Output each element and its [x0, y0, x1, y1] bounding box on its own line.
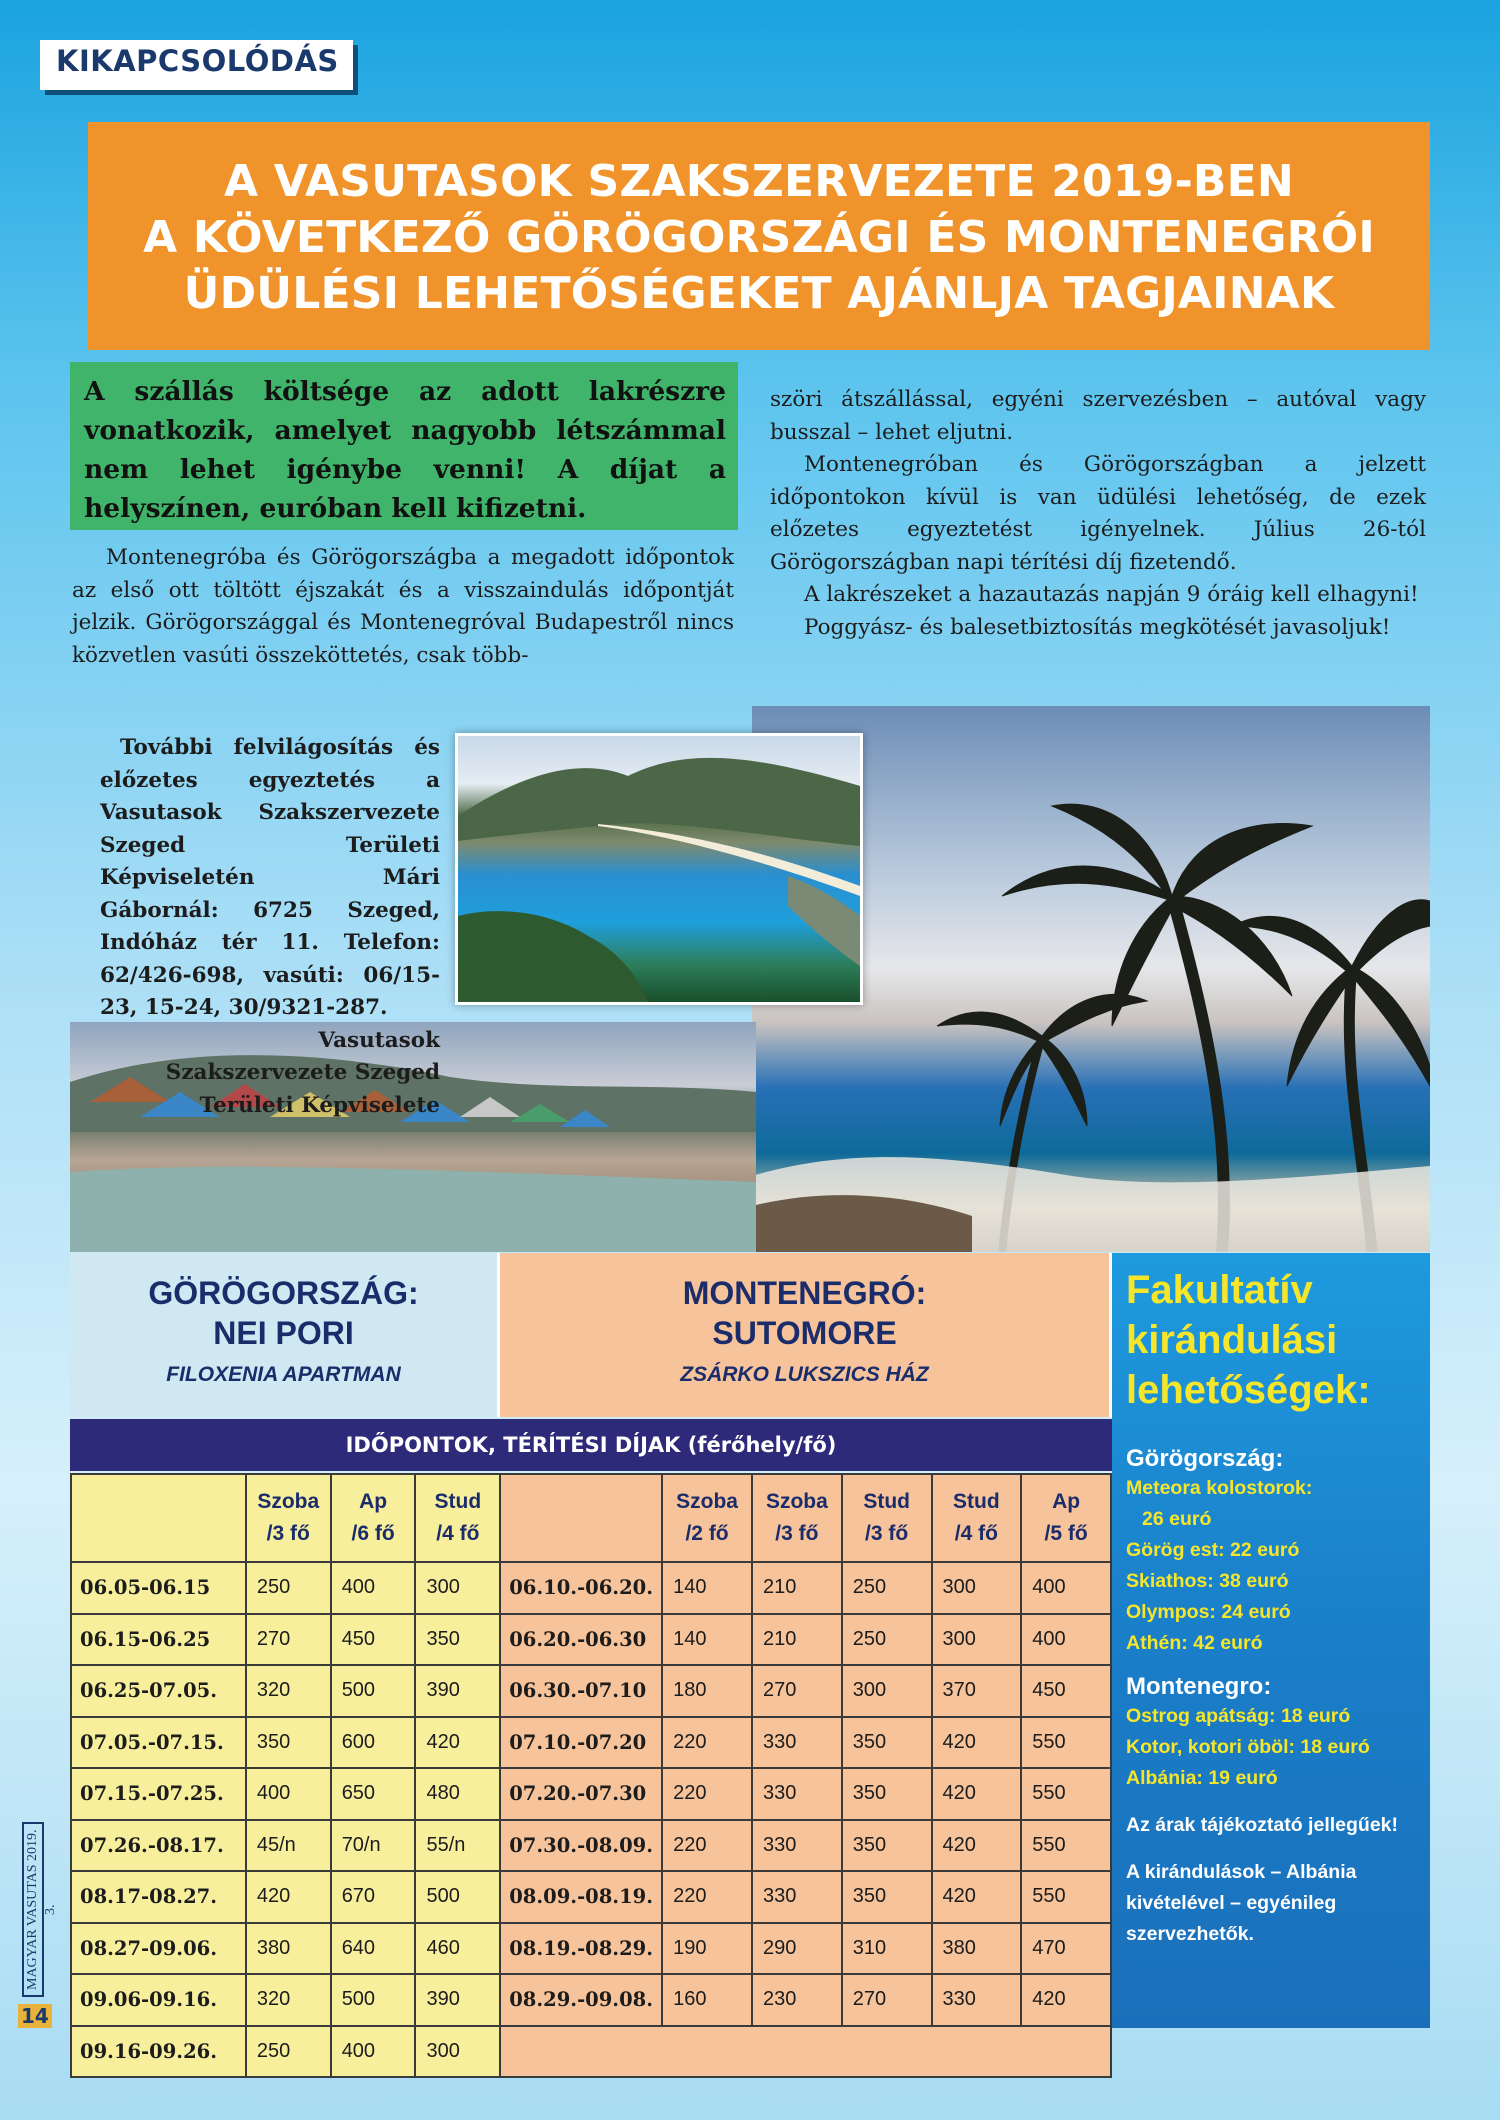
montenegro-price-cell: 220	[662, 1768, 752, 1820]
table-row	[71, 2026, 1111, 2078]
greece-date-cell: 09.06-09.16.	[71, 1974, 246, 2026]
notice-text: A szállás költsége az adott lakrészre vonatkozik, amelyet nagyobb létszámmal nem lehet igénybe venni! A díjat a helyszínen, euróban kell kifizetni.	[84, 376, 726, 524]
greece-price-cell: 70/n	[331, 1820, 416, 1872]
header-blank	[500, 1474, 662, 1562]
greece-price-cell: 500	[331, 1974, 416, 2026]
excursions-note: A kirándulások – Albánia kivételével – egyénileg szervezhetők.	[1126, 1861, 1357, 1945]
table-row	[71, 1562, 1111, 1614]
body-column-1	[72, 542, 734, 672]
col-header-line: Stud	[863, 1490, 910, 1513]
montenegro-price-cell: 330	[752, 1871, 842, 1923]
greece-date-cell: 07.26.-08.17.	[71, 1820, 246, 1872]
montenegro-price-cell: 330	[752, 1717, 842, 1769]
excursion-item: Olympos: 24 euró	[1126, 1601, 1291, 1623]
col-header-line: /4 fő	[436, 1522, 480, 1545]
montenegro-price-cell: 420	[932, 1871, 1022, 1923]
price-table	[70, 1253, 1112, 2063]
excursions-note: Az árak tájékoztató jellegűek!	[1126, 1814, 1399, 1836]
excursion-item: Skiathos: 38 euró	[1126, 1570, 1289, 1592]
signature-line: Területi Képviselete	[199, 1092, 440, 1118]
body-paragraph: Poggyász- és balesetbiztosítás megkötését javasoljuk!	[804, 614, 1391, 640]
montenegro-date-cell: 07.30.-08.09.	[500, 1820, 662, 1872]
body-paragraph: Montenegróban és Görögországban a jelzett időpontokon kívül is van üdülési lehetőség, de ezek előzetes egyeztetést igényelnek. Július 26-tól Görögországban napi térítési díj fizetendő.	[770, 452, 1426, 575]
page-footer	[21, 1822, 58, 2042]
montenegro-col-header	[842, 1474, 932, 1562]
body-paragraph: A lakrészeket a hazautazás napján 9 óráig kell elhagyni!	[804, 582, 1419, 607]
greece-date-cell: 07.05.-07.15.	[71, 1717, 246, 1769]
montenegro-col-header	[752, 1474, 842, 1562]
headline-line-3: ÜDÜLÉSI LEHETŐSÉGEKET AJÁNLJA TAGJAINAK	[183, 268, 1335, 319]
montenegro-price-cell: 290	[752, 1923, 842, 1975]
excursions-title: lehetőségek:	[1126, 1368, 1371, 1412]
montenegro-price-cell: 220	[662, 1871, 752, 1923]
montenegro-price-cell: 210	[752, 1614, 842, 1666]
page-number: 14	[18, 2004, 52, 2028]
montenegro-price-cell: 250	[842, 1562, 932, 1614]
greece-price-cell: 45/n	[246, 1820, 331, 1872]
greece-col-header	[246, 1474, 331, 1562]
montenegro-place: SUTOMORE	[712, 1315, 897, 1351]
montenegro-price-cell: 400	[1021, 1614, 1111, 1666]
table-row	[71, 1871, 1111, 1923]
montenegro-price-cell: 550	[1021, 1871, 1111, 1923]
headline-line-2: A KÖVETKEZŐ GÖRÖGORSZÁGI ÉS MONTENEGRÓI	[143, 212, 1375, 263]
greece-price-cell: 400	[331, 2026, 416, 2078]
montenegro-date-cell: 06.30.-07.10	[500, 1665, 662, 1717]
greece-date-cell: 06.15-06.25	[71, 1614, 246, 1666]
montenegro-col-header	[662, 1474, 752, 1562]
table-row	[71, 1665, 1111, 1717]
table-row	[71, 1923, 1111, 1975]
montenegro-price-cell: 330	[752, 1820, 842, 1872]
notice-box	[70, 362, 738, 530]
col-header-line: /6 fő	[351, 1522, 395, 1545]
greece-price-cell: 500	[415, 1871, 500, 1923]
excursion-item: Kotor, kotori öböl: 18 euró	[1126, 1736, 1370, 1758]
greece-price-cell: 500	[331, 1665, 416, 1717]
montenegro-price-cell: 310	[842, 1923, 932, 1975]
montenegro-price-cell: 400	[1021, 1562, 1111, 1614]
col-header-line: /3 fő	[865, 1522, 909, 1545]
montenegro-price-cell: 350	[842, 1717, 932, 1769]
lagoon-photo	[455, 733, 863, 1005]
montenegro-date-cell: 08.19.-08.29.	[500, 1923, 662, 1975]
montenegro-lodging: ZSÁRKO LUKSZICS HÁZ	[680, 1363, 929, 1386]
greece-date-cell: 07.15.-07.25.	[71, 1768, 246, 1820]
col-header-line: /4 fő	[954, 1522, 998, 1545]
montenegro-date-cell: 07.20.-07.30	[500, 1768, 662, 1820]
magazine-name: MAGYAR VASUTAS 2019. 3.	[22, 1822, 44, 1997]
greece-col-header	[415, 1474, 500, 1562]
montenegro-price-cell: 370	[932, 1665, 1022, 1717]
headline-line-1: A VASUTASOK SZAKSZERVEZETE 2019-BEN	[224, 156, 1294, 207]
montenegro-price-cell: 420	[932, 1768, 1022, 1820]
greece-price-cell: 250	[246, 2026, 331, 2078]
col-header-line: /5 fő	[1044, 1522, 1088, 1545]
col-header-line: Stud	[434, 1490, 482, 1513]
montenegro-date-cell: 07.10.-07.20	[500, 1717, 662, 1769]
montenegro-price-cell: 350	[842, 1820, 932, 1872]
col-header-line: Ap	[359, 1490, 388, 1513]
montenegro-price-cell: 210	[752, 1562, 842, 1614]
montenegro-price-cell: 270	[842, 1974, 932, 2026]
montenegro-price-cell: 420	[932, 1820, 1022, 1872]
greece-price-cell: 390	[415, 1665, 500, 1717]
table-row	[71, 1974, 1111, 2026]
greece-price-cell: 420	[246, 1871, 331, 1923]
greece-price-cell: 480	[415, 1768, 500, 1820]
greece-price-cell: 400	[331, 1562, 416, 1614]
table-row	[71, 1614, 1111, 1666]
greece-date-cell: 09.16-09.26.	[71, 2026, 246, 2078]
excursion-item: Athén: 42 euró	[1126, 1632, 1263, 1654]
col-header-line: Szoba	[765, 1490, 828, 1513]
greece-date-cell: 06.05-06.15	[71, 1562, 246, 1614]
montenegro-date-cell: 06.20.-06.30	[500, 1614, 662, 1666]
montenegro-header	[500, 1253, 1112, 1417]
greece-price-cell: 250	[246, 1562, 331, 1614]
greece-price-cell: 380	[246, 1923, 331, 1975]
montenegro-price-cell: 420	[932, 1717, 1022, 1769]
contact-info	[100, 732, 440, 1122]
greece-price-cell: 450	[331, 1614, 416, 1666]
col-header-line: Szoba	[676, 1490, 738, 1513]
montenegro-price-cell: 270	[752, 1665, 842, 1717]
greece-lodging: FILOXENIA APARTMAN	[166, 1363, 401, 1386]
greece-price-cell: 670	[331, 1871, 416, 1923]
montenegro-date-cell: 08.09.-08.19.	[500, 1871, 662, 1923]
montenegro-price-cell: 350	[842, 1871, 932, 1923]
greece-date-cell: 08.17-08.27.	[71, 1871, 246, 1923]
montenegro-price-cell: 470	[1021, 1923, 1111, 1975]
greece-header	[70, 1253, 500, 1417]
montenegro-date-cell: 08.29.-09.08.	[500, 1974, 662, 2026]
montenegro-country: MONTENEGRÓ:	[682, 1275, 927, 1311]
greece-price-cell: 320	[246, 1665, 331, 1717]
montenegro-price-cell: 330	[752, 1768, 842, 1820]
greece-date-cell: 08.27-09.06.	[71, 1923, 246, 1975]
greece-date-cell: 06.25-07.05.	[71, 1665, 246, 1717]
montenegro-price-cell: 300	[932, 1562, 1022, 1614]
montenegro-price-cell: 420	[1021, 1974, 1111, 2026]
excursions-greece-label: Görögország:	[1126, 1445, 1284, 1472]
greece-price-cell: 320	[246, 1974, 331, 2026]
greece-price-cell: 350	[415, 1614, 500, 1666]
col-header-line: Stud	[953, 1490, 1000, 1513]
montenegro-col-header	[1021, 1474, 1111, 1562]
greece-price-cell: 300	[415, 1562, 500, 1614]
excursions-title: kirándulási	[1126, 1318, 1338, 1362]
col-header-line: /3 fő	[775, 1522, 819, 1545]
header-blank	[71, 1474, 246, 1562]
greece-price-cell: 640	[331, 1923, 416, 1975]
montenegro-price-cell: 380	[932, 1923, 1022, 1975]
column-headers	[71, 1474, 1111, 1562]
excursion-item: Meteora kolostorok:	[1126, 1477, 1313, 1499]
montenegro-price-cell: 160	[662, 1974, 752, 2026]
table-row	[71, 1717, 1111, 1769]
signature-line: Vasutasok	[318, 1027, 440, 1053]
montenegro-price-cell: 550	[1021, 1717, 1111, 1769]
montenegro-price-cell: 250	[842, 1614, 932, 1666]
body-paragraph: szöri átszállással, egyéni szervezésben – autóval vagy busszal – lehet eljutni.	[770, 387, 1426, 445]
montenegro-price-cell: 330	[932, 1974, 1022, 2026]
excursion-item: Albánia: 19 euró	[1126, 1767, 1278, 1789]
montenegro-price-cell: 300	[842, 1665, 932, 1717]
montenegro-price-cell: 190	[662, 1923, 752, 1975]
greece-country: GÖRÖGORSZÁG:	[148, 1275, 419, 1311]
greece-price-cell: 650	[331, 1768, 416, 1820]
montenegro-price-cell: 140	[662, 1614, 752, 1666]
excursion-item: Görög est: 22 euró	[1126, 1539, 1300, 1561]
col-header-line: Ap	[1052, 1490, 1081, 1513]
dates-bar: IDŐPONTOK, TÉRÍTÉSI DÍJAK (férőhely/fő)	[70, 1419, 1112, 1471]
signature-line: Szakszervezete Szeged	[165, 1060, 440, 1085]
excursion-item: 26 euró	[1142, 1508, 1212, 1530]
greece-price-cell: 600	[331, 1717, 416, 1769]
headline	[88, 122, 1430, 350]
montenegro-date-cell: 06.10.-06.20.	[500, 1562, 662, 1614]
greece-price-cell: 390	[415, 1974, 500, 2026]
montenegro-price-cell: 300	[932, 1614, 1022, 1666]
greece-place: NEI PORI	[213, 1315, 354, 1351]
montenegro-price-cell: 350	[842, 1768, 932, 1820]
excursions-montenegro-label: Montenegro:	[1126, 1673, 1272, 1700]
greece-price-cell: 400	[246, 1768, 331, 1820]
section-tag-label: KIKAPCSOLÓDÁS	[56, 44, 339, 78]
contact-text: További felvilágosítás és előzetes egyeztetés a Vasutasok Szakszervezete Szeged Területi Képviseletén Mári Gábornál: 6725 Szeged, Indóház tér 11. Telefon: 62/426-698, vasúti: 06/15-23, 15-24, 30/9321-287.	[100, 735, 440, 1020]
col-header-line: /3 fő	[266, 1522, 310, 1545]
col-header-line: /2 fő	[685, 1522, 729, 1545]
price-grid	[70, 1473, 1112, 2078]
montenegro-price-cell: 220	[662, 1820, 752, 1872]
col-header-line: Szoba	[257, 1490, 320, 1513]
montenegro-col-header	[932, 1474, 1022, 1562]
montenegro-price-cell: 550	[1021, 1820, 1111, 1872]
body-paragraph: Montenegróba és Görögországba a megadott időpontok az első ott töltött éjszakát és a visszaindulás időpontját jelzik. Görögországgal és Montenegróval Budapestről nincs közvetlen vasúti összeköttetés, csak több-	[72, 545, 734, 668]
montenegro-price-cell: 550	[1021, 1768, 1111, 1820]
greece-price-cell: 55/n	[415, 1820, 500, 1872]
excursions-title: Fakultatív	[1126, 1268, 1313, 1312]
section-tag	[40, 40, 353, 90]
montenegro-price-cell: 180	[662, 1665, 752, 1717]
greece-price-cell: 460	[415, 1923, 500, 1975]
greece-price-cell: 270	[246, 1614, 331, 1666]
excursions-panel	[1112, 1253, 1430, 2028]
greece-price-cell: 420	[415, 1717, 500, 1769]
montenegro-price-cell: 140	[662, 1562, 752, 1614]
greece-price-cell: 300	[415, 2026, 500, 2078]
montenegro-price-cell: 450	[1021, 1665, 1111, 1717]
excursion-item: Ostrog apátság: 18 euró	[1126, 1705, 1351, 1727]
montenegro-price-cell: 230	[752, 1974, 842, 2026]
table-row	[71, 1820, 1111, 1872]
table-row	[71, 1768, 1111, 1820]
montenegro-empty-cell	[500, 2026, 1111, 2078]
montenegro-price-cell: 220	[662, 1717, 752, 1769]
body-column-2	[770, 384, 1426, 644]
greece-col-header	[331, 1474, 416, 1562]
greece-price-cell: 350	[246, 1717, 331, 1769]
